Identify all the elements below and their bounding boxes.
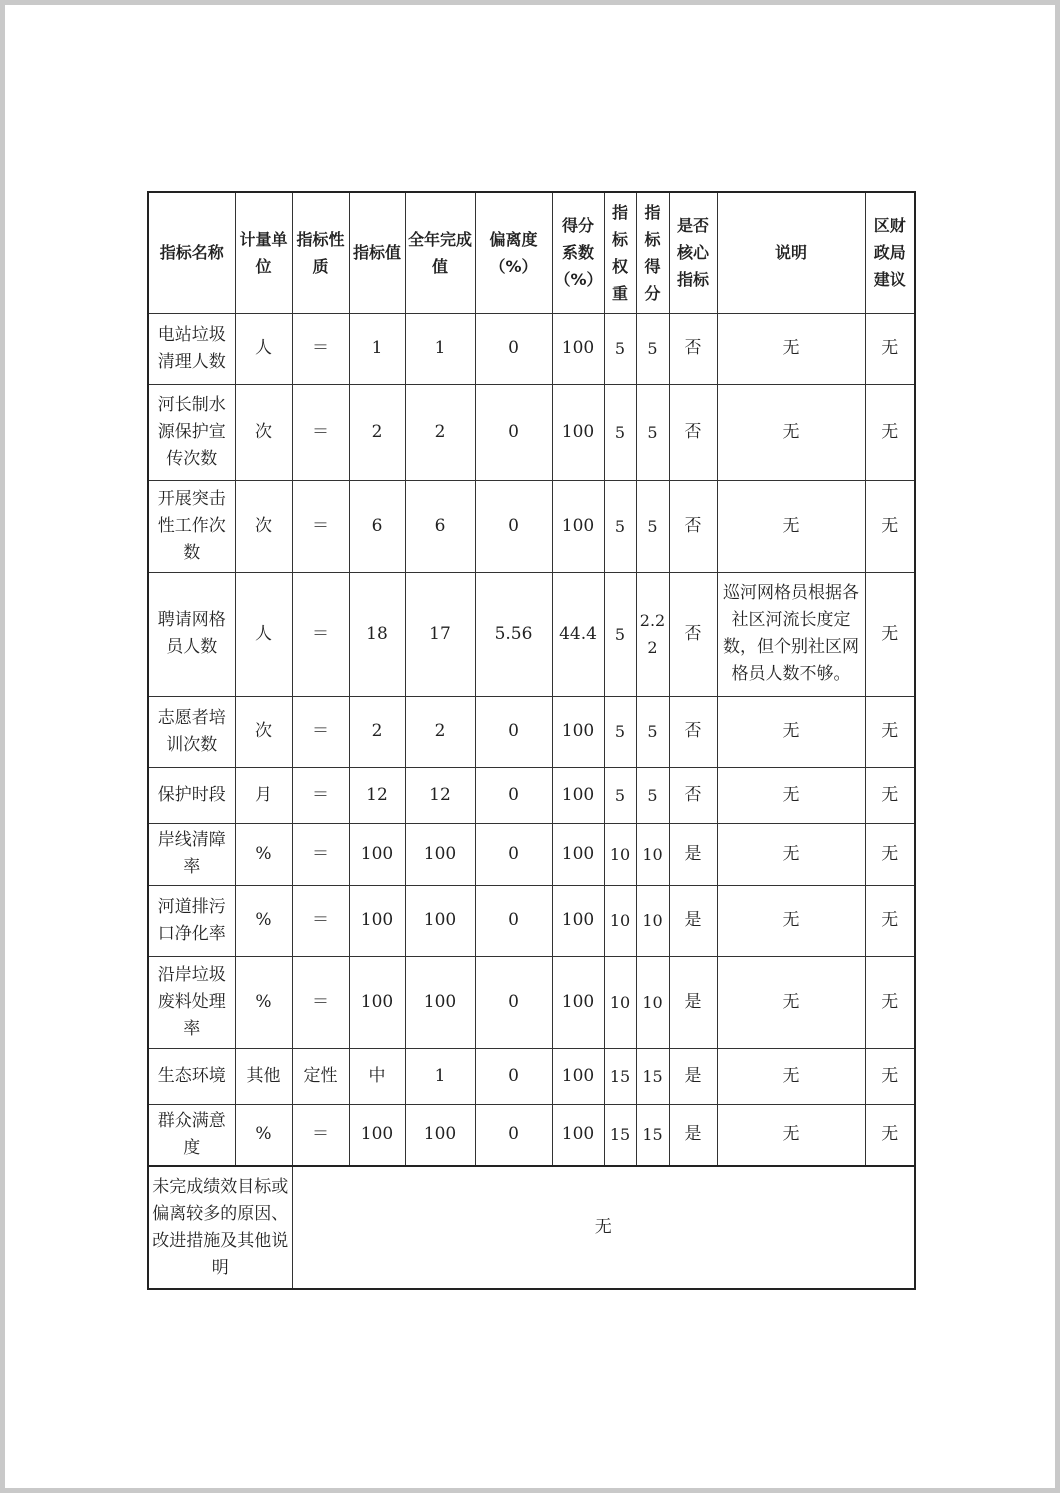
- score-coefficient-cell: 100: [552, 956, 604, 1048]
- unit-cell: 人: [235, 313, 292, 384]
- core-indicator-cell: 是: [669, 885, 717, 956]
- nature-cell: ＝: [292, 384, 349, 480]
- weight-cell: 10: [604, 823, 636, 885]
- target-value-cell: 100: [349, 1104, 405, 1166]
- header-row: [148, 192, 915, 313]
- summary-label: 未完成绩效目标或偏离较多的原因、改进措施及其他说明: [148, 1166, 292, 1289]
- indicator-name-cell: 开展突击性工作次数: [148, 480, 235, 572]
- performance-table: [147, 191, 916, 1290]
- unit-cell: 月: [235, 767, 292, 823]
- note-cell: 无: [717, 384, 865, 480]
- score-cell: 5: [636, 313, 669, 384]
- deviation-cell: 0: [475, 1104, 552, 1166]
- note-cell: 无: [717, 313, 865, 384]
- document-page: [5, 5, 1055, 1488]
- core-indicator-cell: 是: [669, 1048, 717, 1104]
- actual-value-cell: 12: [405, 767, 475, 823]
- score-cell: 5: [636, 767, 669, 823]
- score-cell: 10: [636, 823, 669, 885]
- header-cell: 指标权重: [604, 192, 636, 313]
- target-value-cell: 6: [349, 480, 405, 572]
- header-cell: 偏离度（%）: [475, 192, 552, 313]
- score-coefficient-cell: 100: [552, 885, 604, 956]
- score-coefficient-cell: 100: [552, 823, 604, 885]
- note-cell: 无: [717, 956, 865, 1048]
- unit-cell: 次: [235, 384, 292, 480]
- deviation-cell: 0: [475, 885, 552, 956]
- unit-cell: %: [235, 823, 292, 885]
- table-row: [148, 885, 915, 956]
- table-row: [148, 480, 915, 572]
- finance-advice-cell: 无: [865, 480, 915, 572]
- score-cell: 5: [636, 384, 669, 480]
- note-cell: 巡河网格员根据各社区河流长度定数，但个别社区网格员人数不够。: [717, 572, 865, 696]
- score-coefficient-cell: 100: [552, 696, 604, 767]
- indicator-name-cell: 河长制水源保护宣传次数: [148, 384, 235, 480]
- header-cell: 指标值: [349, 192, 405, 313]
- weight-cell: 10: [604, 956, 636, 1048]
- table-row: [148, 1048, 915, 1104]
- summary-row: [148, 1166, 915, 1289]
- deviation-cell: 0: [475, 313, 552, 384]
- header-cell: 指标性质: [292, 192, 349, 313]
- finance-advice-cell: 无: [865, 956, 915, 1048]
- note-cell: 无: [717, 696, 865, 767]
- finance-advice-cell: 无: [865, 1048, 915, 1104]
- deviation-cell: 0: [475, 480, 552, 572]
- core-indicator-cell: 是: [669, 823, 717, 885]
- deviation-cell: 0: [475, 767, 552, 823]
- table-row: [148, 956, 915, 1048]
- score-coefficient-cell: 100: [552, 480, 604, 572]
- header-cell: 全年完成值: [405, 192, 475, 313]
- nature-cell: ＝: [292, 480, 349, 572]
- indicator-name-cell: 群众满意度: [148, 1104, 235, 1166]
- indicator-name-cell: 岸线清障率: [148, 823, 235, 885]
- score-cell: 10: [636, 956, 669, 1048]
- weight-cell: 5: [604, 696, 636, 767]
- unit-cell: 次: [235, 696, 292, 767]
- weight-cell: 5: [604, 767, 636, 823]
- table-row: [148, 572, 915, 696]
- table-row: [148, 1104, 915, 1166]
- actual-value-cell: 2: [405, 696, 475, 767]
- nature-cell: ＝: [292, 823, 349, 885]
- target-value-cell: 100: [349, 885, 405, 956]
- score-coefficient-cell: 100: [552, 313, 604, 384]
- nature-cell: ＝: [292, 696, 349, 767]
- header-cell: 计量单位: [235, 192, 292, 313]
- header-cell: 指标得分: [636, 192, 669, 313]
- score-cell: 15: [636, 1048, 669, 1104]
- deviation-cell: 0: [475, 696, 552, 767]
- note-cell: 无: [717, 823, 865, 885]
- target-value-cell: 18: [349, 572, 405, 696]
- score-cell: 5: [636, 696, 669, 767]
- header-cell: 得分系数（%）: [552, 192, 604, 313]
- weight-cell: 15: [604, 1104, 636, 1166]
- nature-cell: ＝: [292, 572, 349, 696]
- actual-value-cell: 100: [405, 823, 475, 885]
- core-indicator-cell: 否: [669, 480, 717, 572]
- finance-advice-cell: 无: [865, 384, 915, 480]
- indicator-name-cell: 保护时段: [148, 767, 235, 823]
- core-indicator-cell: 否: [669, 313, 717, 384]
- indicator-name-cell: 河道排污口净化率: [148, 885, 235, 956]
- actual-value-cell: 17: [405, 572, 475, 696]
- deviation-cell: 5.56: [475, 572, 552, 696]
- table-row: [148, 767, 915, 823]
- core-indicator-cell: 否: [669, 767, 717, 823]
- header-cell: 指标名称: [148, 192, 235, 313]
- score-cell: 15: [636, 1104, 669, 1166]
- unit-cell: %: [235, 956, 292, 1048]
- weight-cell: 15: [604, 1048, 636, 1104]
- weight-cell: 10: [604, 885, 636, 956]
- indicator-name-cell: 沿岸垃圾废料处理率: [148, 956, 235, 1048]
- unit-cell: 其他: [235, 1048, 292, 1104]
- note-cell: 无: [717, 480, 865, 572]
- table-row: [148, 313, 915, 384]
- indicator-name-cell: 电站垃圾清理人数: [148, 313, 235, 384]
- deviation-cell: 0: [475, 1048, 552, 1104]
- finance-advice-cell: 无: [865, 767, 915, 823]
- score-cell: 2.22: [636, 572, 669, 696]
- finance-advice-cell: 无: [865, 885, 915, 956]
- deviation-cell: 0: [475, 384, 552, 480]
- core-indicator-cell: 是: [669, 1104, 717, 1166]
- indicator-name-cell: 聘请网格员人数: [148, 572, 235, 696]
- target-value-cell: 100: [349, 823, 405, 885]
- core-indicator-cell: 否: [669, 696, 717, 767]
- unit-cell: %: [235, 885, 292, 956]
- table-row: [148, 384, 915, 480]
- target-value-cell: 2: [349, 384, 405, 480]
- score-coefficient-cell: 100: [552, 1104, 604, 1166]
- unit-cell: %: [235, 1104, 292, 1166]
- weight-cell: 5: [604, 384, 636, 480]
- deviation-cell: 0: [475, 956, 552, 1048]
- note-cell: 无: [717, 767, 865, 823]
- unit-cell: 人: [235, 572, 292, 696]
- unit-cell: 次: [235, 480, 292, 572]
- actual-value-cell: 1: [405, 1048, 475, 1104]
- weight-cell: 5: [604, 480, 636, 572]
- nature-cell: ＝: [292, 885, 349, 956]
- header-cell: 说明: [717, 192, 865, 313]
- summary-value: 无: [292, 1166, 915, 1289]
- score-cell: 5: [636, 480, 669, 572]
- weight-cell: 5: [604, 313, 636, 384]
- score-coefficient-cell: 100: [552, 1048, 604, 1104]
- weight-cell: 5: [604, 572, 636, 696]
- score-coefficient-cell: 100: [552, 767, 604, 823]
- core-indicator-cell: 否: [669, 384, 717, 480]
- score-coefficient-cell: 100: [552, 384, 604, 480]
- actual-value-cell: 100: [405, 956, 475, 1048]
- target-value-cell: 中: [349, 1048, 405, 1104]
- indicator-name-cell: 志愿者培训次数: [148, 696, 235, 767]
- finance-advice-cell: 无: [865, 572, 915, 696]
- finance-advice-cell: 无: [865, 313, 915, 384]
- note-cell: 无: [717, 1048, 865, 1104]
- target-value-cell: 100: [349, 956, 405, 1048]
- nature-cell: 定性: [292, 1048, 349, 1104]
- nature-cell: ＝: [292, 1104, 349, 1166]
- score-cell: 10: [636, 885, 669, 956]
- note-cell: 无: [717, 885, 865, 956]
- header-cell: 区财政局建议: [865, 192, 915, 313]
- indicator-name-cell: 生态环境: [148, 1048, 235, 1104]
- actual-value-cell: 100: [405, 1104, 475, 1166]
- deviation-cell: 0: [475, 823, 552, 885]
- nature-cell: ＝: [292, 313, 349, 384]
- finance-advice-cell: 无: [865, 823, 915, 885]
- table-row: [148, 823, 915, 885]
- actual-value-cell: 2: [405, 384, 475, 480]
- note-cell: 无: [717, 1104, 865, 1166]
- score-coefficient-cell: 44.4: [552, 572, 604, 696]
- header-cell: 是否核心指标: [669, 192, 717, 313]
- core-indicator-cell: 否: [669, 572, 717, 696]
- target-value-cell: 1: [349, 313, 405, 384]
- actual-value-cell: 6: [405, 480, 475, 572]
- actual-value-cell: 1: [405, 313, 475, 384]
- target-value-cell: 2: [349, 696, 405, 767]
- finance-advice-cell: 无: [865, 696, 915, 767]
- finance-advice-cell: 无: [865, 1104, 915, 1166]
- actual-value-cell: 100: [405, 885, 475, 956]
- core-indicator-cell: 是: [669, 956, 717, 1048]
- table-row: [148, 696, 915, 767]
- target-value-cell: 12: [349, 767, 405, 823]
- nature-cell: ＝: [292, 956, 349, 1048]
- nature-cell: ＝: [292, 767, 349, 823]
